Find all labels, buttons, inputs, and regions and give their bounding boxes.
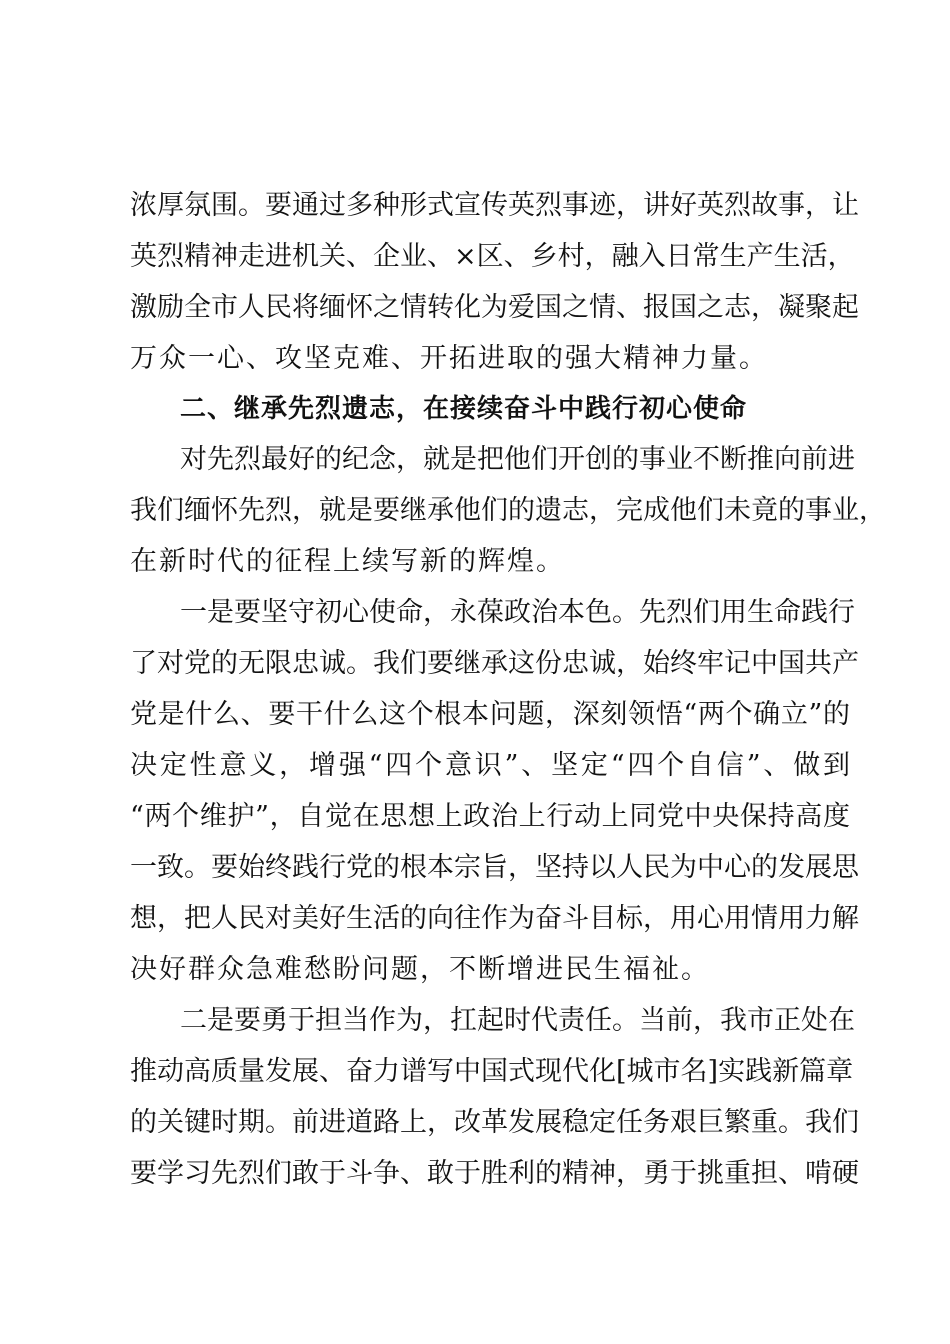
text-line: 对先烈最好的纪念，就是把他们开创的事业不断推向前进: [180, 444, 855, 475]
text-line: 要学习先烈们敢于斗争、敢于胜利的精神，勇于挑重担、啃硬: [130, 1158, 859, 1189]
text-line: 二是要勇于担当作为，扛起时代责任。当前，我市正处在: [180, 1005, 855, 1036]
text-line: 激励全市人民将缅怀之情转化为爱国之情、报国之志，凝聚起: [130, 292, 859, 323]
text-line: 我们缅怀先烈，就是要继承他们的遗志，完成他们未竟的事业，: [130, 495, 886, 526]
text-line: 决定性意义，增强“四个意识”、坚定“四个自信”、做到: [130, 750, 850, 781]
text-line: 推动高质量发展、奋力谱写中国式现代化[城市名]实践新篇章: [130, 1056, 854, 1087]
text-line: 一是要坚守初心使命，永葆政治本色。先烈们用生命践行: [180, 597, 855, 628]
text-line: 英烈精神走进机关、企业、×区、乡村，融入日常生产生活，: [130, 241, 855, 272]
text-line: 浓厚氛围。要通过多种形式宣传英烈事迹，讲好英烈故事，让: [130, 190, 859, 221]
text-line: 在新时代的征程上续写新的辉煌。: [130, 546, 565, 577]
text-line: 了对党的无限忠诚。我们要继承这份忠诚，始终牢记中国共产: [130, 648, 859, 679]
text-line: 一致。要始终践行党的根本宗旨，坚持以人民为中心的发展思: [130, 852, 859, 883]
text-line: 决好群众急难愁盼问题，不断增进民生福祉。: [130, 954, 710, 985]
text-line: 的关键时期。前进道路上，改革发展稳定任务艰巨繁重。我们: [130, 1107, 859, 1138]
text-line: 万众一心、攻坚克难、开拓进取的强大精神力量。: [130, 343, 768, 374]
text-line: 党是什么、要干什么这个根本问题，深刻领悟“两个确立”的: [130, 699, 850, 730]
text-line: “两个维护”，自觉在思想上政治上行动上同党中央保持高度: [130, 801, 850, 832]
text-line: 想，把人民对美好生活的向往作为奋斗目标，用心用情用力解: [130, 903, 859, 934]
section-heading: 二、继承先烈遗志，在接续奋斗中践行初心使命: [180, 394, 748, 424]
